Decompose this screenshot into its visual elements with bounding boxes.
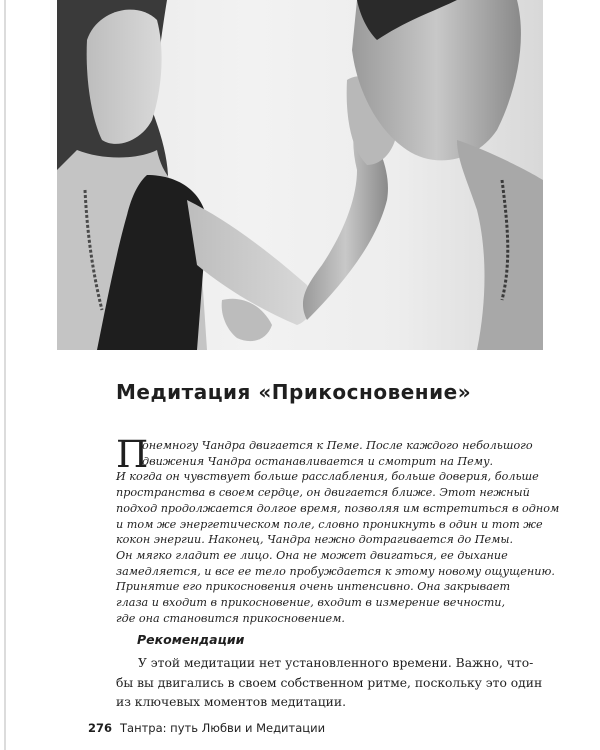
page-edge xyxy=(4,0,6,750)
paragraph-line: замедляется, и все ее тело пробуждается к этому новому ощущению. xyxy=(116,564,555,578)
photo xyxy=(57,0,543,350)
paragraph-line: онемногу Чандра двигается к Пеме. После каждого небольшого xyxy=(142,439,533,452)
page-footer xyxy=(88,721,325,735)
paragraph-line: движения Чандра останавливается и смотрит на Пему. xyxy=(142,454,494,468)
recommendations-line: из ключевых моментов медитации. xyxy=(116,695,346,709)
recommendations-text xyxy=(116,654,543,713)
paragraph-line: Он мягко гладит ее лицо. Она не может двигаться, ее дыхание xyxy=(116,548,508,562)
paragraph-line: пространства в своем сердце, он двигается ближе. Этот нежный xyxy=(116,486,530,500)
page-number: 276 xyxy=(88,721,113,735)
recommendations-line: бы вы двигались в своем собственном ритме, поскольку это один xyxy=(116,675,543,690)
drop-cap: П xyxy=(116,433,149,476)
book-title: Тантра: путь Любви и Медитации xyxy=(120,721,326,735)
paragraph-line: подход продолжается долгое время, позволяя им встретиться в одном xyxy=(116,501,560,515)
paragraph-line: кокон энергии. Наконец, Чандра нежно дотрагивается до Пемы. xyxy=(116,533,514,547)
paragraph-line: где она становится прикосновением. xyxy=(116,611,345,625)
recommendations-heading: Рекомендации xyxy=(137,632,245,647)
paragraph-line: глаза и входит в прикосновение, входит в измерение вечности, xyxy=(116,596,506,610)
paragraph-line: Принятие его прикосновения очень интенсивно. Она закрывает xyxy=(116,580,511,594)
recommendations-line: У этой медитации нет установленного времени. Важно, что- xyxy=(138,656,534,670)
paragraph-line: И когда он чувствует больше расслабления, больше доверия, больше xyxy=(116,470,539,484)
paragraph-line: и том же энергетическом поле, словно проникнуть в один и тот же xyxy=(116,517,543,531)
main-paragraph xyxy=(116,433,560,626)
page-title: Медитация «Прикосновение» xyxy=(116,380,472,404)
